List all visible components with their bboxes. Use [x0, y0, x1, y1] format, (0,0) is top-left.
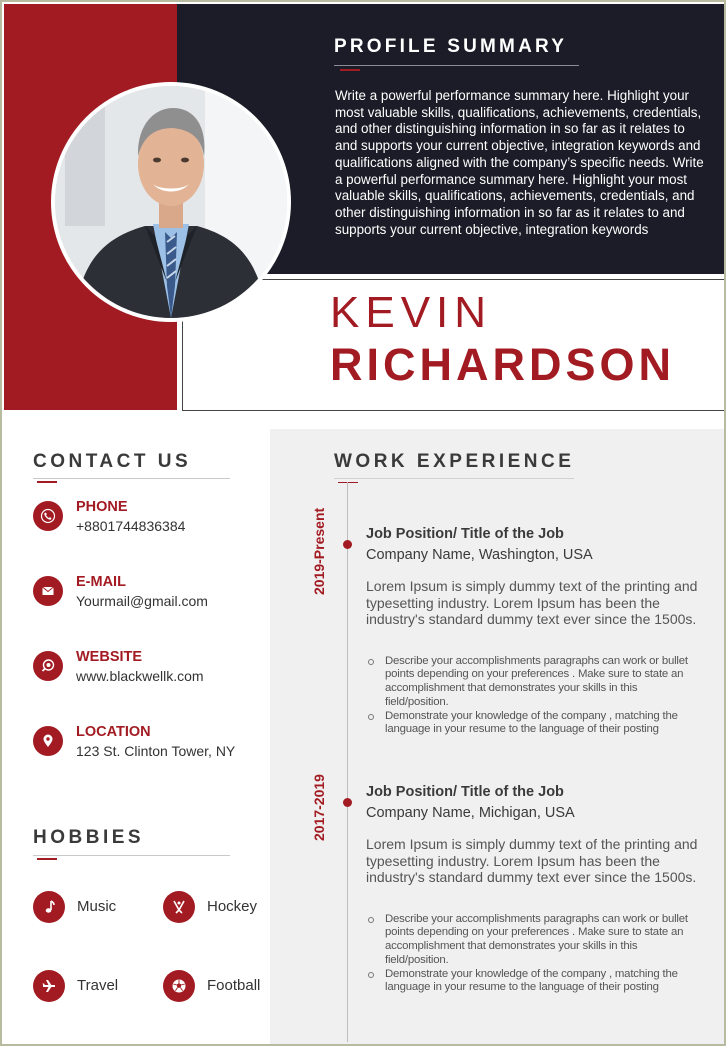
hobby-travel-label: Travel: [77, 977, 119, 994]
hobbies-title: HOBBIES: [33, 827, 145, 848]
profile-summary-title: PROFILE SUMMARY: [334, 36, 568, 57]
last-name: RICHARDSON: [330, 339, 676, 390]
website-value: www.blackwellk.com: [76, 668, 204, 684]
email-value: Yourmail@gmail.com: [76, 593, 208, 609]
work-divider-accent: [338, 482, 358, 483]
work-experience-title: WORK EXPERIENCE: [334, 451, 575, 472]
job-1-bullet-2: Demonstrate your knowledge of the company , matching the language in your resume to the language of their posting: [366, 710, 696, 738]
email-label: E-MAIL: [76, 574, 126, 590]
timeline-line: [347, 482, 348, 1042]
website-label: WEBSITE: [76, 649, 143, 665]
envelope-icon: [33, 576, 63, 606]
profile-photo: [55, 86, 287, 318]
football-icon: [163, 970, 195, 1002]
contact-phone: [33, 499, 263, 543]
phone-label: PHONE: [76, 499, 128, 515]
job-2-period: 2017-2019: [311, 774, 327, 841]
job-2-bullet-2: Demonstrate your knowledge of the company , matching the language in your resume to the language of their posting: [366, 968, 696, 996]
contact-divider: [33, 478, 230, 479]
contact-divider-accent: [37, 481, 57, 483]
contact-email: [33, 574, 263, 618]
summary-divider-accent: [340, 69, 360, 71]
phone-icon: [33, 501, 63, 531]
hockey-icon: [163, 891, 195, 923]
job-1: [366, 526, 716, 737]
job-2-bullet-1: Describe your accomplishments paragraphs can work or bullet points depending on your preferences . Make sure to state an accomplishment that demonstrates your skills in this field/position.: [366, 913, 696, 968]
job-1-period: 2019-Present: [311, 507, 327, 595]
hobby-music-label: Music: [77, 898, 117, 915]
hobbies-divider: [33, 855, 230, 856]
hobby-hockey-label: Hockey: [207, 898, 258, 915]
contact-location: [33, 724, 263, 768]
first-name: KEVIN: [330, 288, 493, 337]
contact-website: [33, 649, 263, 693]
location-label: LOCATION: [76, 724, 151, 740]
summary-divider: [334, 65, 579, 66]
globe-search-icon: [33, 651, 63, 681]
job-2-bullets: [366, 913, 696, 996]
job-1-bullets: [366, 655, 696, 738]
job-2-title: Job Position/ Title of the Job: [366, 784, 564, 800]
location-value: 123 St. Clinton Tower, NY: [76, 743, 236, 759]
job-1-title: Job Position/ Title of the Job: [366, 526, 564, 542]
job-2-timeline-dot: [343, 798, 352, 807]
job-1-bullet-1: Describe your accomplishments paragraphs can work or bullet points depending on your preferences . Make sure to state an accomplishment that demonstrates your skills in this field/position.: [366, 655, 696, 710]
job-1-description: Lorem Ipsum is simply dummy text of the printing and typesetting industry. Lorem Ipsum has been the industry's standard dummy text ever since the 1500s.: [366, 578, 698, 627]
location-pin-icon: [33, 726, 63, 756]
job-2-company: Company Name, Michigan, USA: [366, 805, 575, 821]
job-2-description: Lorem Ipsum is simply dummy text of the printing and typesetting industry. Lorem Ipsum has been the industry's standard dummy text ever since the 1500s.: [366, 836, 698, 885]
contact-title: CONTACT US: [33, 451, 192, 472]
profile-photo-illustration: [55, 86, 287, 318]
job-1-company: Company Name, Washington, USA: [366, 547, 593, 563]
profile-summary-text: Write a powerful performance summary here. Highlight your most valuable skills, qualifications, achievements, credentials, and other distinguishing information in so far as it relates to and supports your current objective, integration keywords and qualifications aligned with the company’s specific needs. Write a powerful performance summary here. Highlight your most valuable skills, qualifications, achievements, credentials, and other distinguishing information in so far as it relates to and supports your current objective, integration keywords: [335, 88, 704, 237]
job-1-timeline-dot: [343, 540, 352, 549]
phone-value: +8801744836384: [76, 518, 186, 534]
hobbies-divider-accent: [37, 858, 57, 860]
job-2: [366, 784, 716, 995]
airplane-icon: [33, 970, 65, 1002]
work-divider: [334, 478, 574, 479]
music-note-icon: [33, 891, 65, 923]
hobby-football-label: Football: [207, 977, 261, 994]
